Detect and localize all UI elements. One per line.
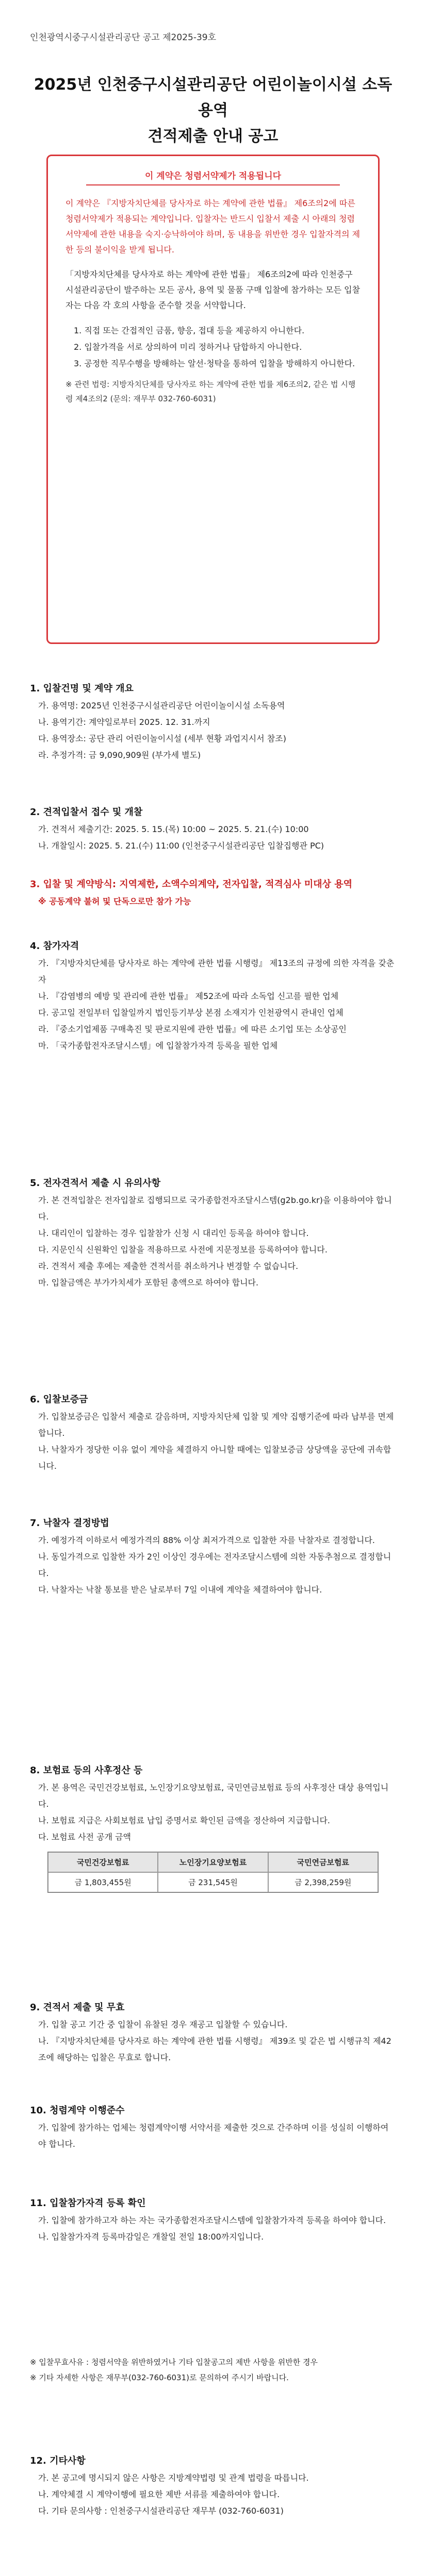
section-8: [30, 1762, 396, 1899]
section-title: 3. 입찰 및 계약방식: 지역제한, 소액수의계약, 전자입찰, 적격심사 미대상 용역: [30, 879, 353, 890]
section-line: 가. 입찰에 참가하고자 하는 자는 국가종합전자조달시스템에 입찰참가자격 등록을 하여야 합니다.: [38, 2215, 386, 2225]
note-line: ※ 입찰무효사유 : 청렴서약을 위반하였거나 기타 입찰공고의 제반 사항을 위반한 경우: [30, 2358, 318, 2367]
section-line: 마. 입찰금액은 부가가치세가 포함된 총액으로 하여야 합니다.: [38, 1278, 259, 1287]
section-line: 가. 『지방자치단체를 당사자로 하는 계약에 관한 법률 시행령』 제13조의 규정에 의한 자격을 갖춘 자: [38, 958, 395, 985]
section-line: 가. 입찰보증금은 입찰서 제출로 갈음하며, 지방자치단체 입찰 및 계약 집행기준에 따라 납부를 면제합니다.: [38, 1412, 394, 1438]
insurance-table: [47, 1852, 379, 1893]
section-line: 나. 용역기간: 계약일로부터 2025. 12. 31.까지: [38, 717, 210, 727]
heading-underline: [86, 184, 340, 185]
title-line-2: 견적제출 안내 공고: [148, 127, 278, 145]
section-line: 나. 낙찰자가 정당한 이유 없이 계약을 체결하지 아니할 때에는 입찰보증금 상당액을 공단에 귀속합니다.: [38, 1445, 391, 1471]
section-line: 가. 용역명: 2025년 인천중구시설관리공단 어린이놀이시설 소독용역: [38, 701, 285, 710]
notice-reference: ※ 관련 법령: 지방자치단체를 당사자로 하는 계약에 관한 법률 제6조의2, 같은 법 시행령 제4조의2 (문의: 재무부 032-760-6031): [65, 380, 356, 403]
title-line-1: 2025년 인천중구시설관리공단 어린이놀이시설 소독용역: [34, 76, 392, 120]
section-title: 8. 보험료 등의 사후정산 등: [30, 1765, 143, 1776]
section-11: [30, 2195, 396, 2245]
section-title: 2. 견적입찰서 접수 및 개찰: [30, 807, 143, 818]
section-line: 라. 추정가격: 금 9,090,909원 (부가세 별도): [38, 750, 201, 760]
notice-items: [65, 323, 361, 372]
section-line: 다. 지문인식 신원확인 입찰을 적용하므로 사전에 지문정보를 등록하여야 합니다.: [38, 1245, 327, 1255]
section-line: 나. 『지방자치단체를 당사자로 하는 계약에 관한 법률 시행령』 제39조 및 같은 법 시행규칙 제42조에 해당하는 입찰은 무효로 합니다.: [38, 2036, 391, 2062]
section-line: 나. 보험료 지급은 사회보험료 납입 증명서로 확인된 금액을 정산하여 지급합니다.: [38, 1816, 330, 1825]
section-line: 다. 용역장소: 공단 관리 어린이놀이시설 (세부 현황 과업지시서 참조): [38, 734, 286, 743]
section-line: 다. 기타 문의사항 : 인천중구시설관리공단 재무부 (032-760-6031): [38, 2506, 284, 2516]
section-title: 6. 입찰보증금: [30, 1394, 88, 1405]
section-title: 10. 청렴계약 이행준수: [30, 2105, 125, 2116]
section-line: 라. 견적서 제출 후에는 제출한 견적서를 취소하거나 변경할 수 없습니다.: [38, 1261, 299, 1271]
section-line: 다. 낙찰자는 낙찰 통보를 받은 날로부터 7일 이내에 계약을 체결하여야 합니다.: [38, 1585, 322, 1595]
section-6: [30, 1391, 396, 1475]
section-title: 7. 낙찰자 결정방법: [30, 1518, 109, 1529]
section-3: [30, 876, 396, 910]
section-line: 가. 예정가격 이하로서 예정가격의 88% 이상 최저가격으로 입찰한 자를 낙찰자로 결정합니다.: [38, 1535, 375, 1545]
table-header-cell: 노인장기요양보험료: [158, 1852, 268, 1872]
document-title: [30, 72, 396, 149]
section-1: [30, 680, 396, 764]
section-line: 나. 『감염병의 예방 및 관리에 관한 법률』 제52조에 따라 소독업 신고를 필한 업체: [38, 991, 339, 1001]
section-7: [30, 1515, 396, 1598]
note-line: ※ 기타 자세한 사항은 재무부(032-760-6031)로 문의하여 주시기 바랍니다.: [30, 2373, 289, 2382]
section-5: [30, 1175, 396, 1291]
table-cell: 금 2,398,259원: [268, 1872, 378, 1892]
section-title: 4. 참가자격: [30, 941, 79, 952]
table-cell: 금 231,545원: [158, 1872, 268, 1892]
notes-block: [30, 2354, 396, 2385]
table-header-cell: 국민연금보험료: [268, 1852, 378, 1872]
section-line: 나. 대리인이 입찰하는 경우 입찰참가 신청 시 대리인 등록을 하여야 합니다.: [38, 1228, 309, 1238]
section-line: 다. 공고일 전일부터 입찰일까지 법인등기부상 본점 소재지가 인천광역시 관내인 업체: [38, 1008, 343, 1018]
section-line: 가. 입찰에 참가하는 업체는 청렴계약이행 서약서를 제출한 것으로 간주하며 이를 성실히 이행하여야 합니다.: [38, 2123, 389, 2149]
section-line: 나. 계약체결 시 계약이행에 필요한 제반 서류를 제출하여야 합니다.: [38, 2489, 280, 2499]
notice-item: 1. 직접 또는 간접적인 금품, 향응, 접대 등을 제공하지 아니한다.: [74, 326, 305, 335]
integrity-pledge-notice-box: [46, 155, 380, 644]
section-line: 나. 개찰일시: 2025. 5. 21.(수) 11:00 (인천중구시설관리공단 입찰집행관 PC): [38, 841, 324, 851]
section-4: [30, 938, 396, 1054]
section-line: 가. 견적서 제출기간: 2025. 5. 15.(목) 10:00 ~ 2025. 5. 21.(수) 10:00: [38, 824, 309, 834]
section-title: 11. 입찰참가자격 등록 확인: [30, 2198, 146, 2209]
section-10: [30, 2102, 396, 2153]
notice-heading: 이 계약은 청렴서약제가 적용됩니다: [65, 168, 361, 185]
notice-paragraph-2: 「지방자치단체를 당사자로 하는 계약에 관한 법률」 제6조의2에 따라 인천중구시설관리공단이 발주하는 모든 공사, 용역 및 물품 구매 입찰에 참가하는 모든 입찰자는 다음 각 호의 사항을 준수할 것을 서약합니다.: [65, 269, 361, 310]
section-title: 1. 입찰건명 및 계약 개요: [30, 683, 134, 694]
section-title: 9. 견적서 제출 및 무효: [30, 2002, 125, 2013]
section-line: 나. 입찰참가자격 등록마감일은 개찰일 전일 18:00까지입니다.: [38, 2232, 264, 2242]
section-9: [30, 1999, 396, 2066]
notice-reference-number: 인천광역시중구시설관리공단 공고 제2025-39호: [30, 32, 217, 43]
section-line: 가. 입찰 공고 기간 중 입찰이 유찰된 경우 재공고 입찰할 수 있습니다.: [38, 2020, 288, 2029]
table-cell: 금 1,803,455원: [48, 1872, 158, 1892]
notice-item: 3. 공정한 직무수행을 방해하는 알선·청탁을 통하여 입찰을 방해하지 아니한다.: [74, 359, 355, 368]
section-2: [30, 804, 396, 854]
section-line: 다. 보험료 사전 공개 금액: [38, 1832, 131, 1842]
table-header-cell: 국민건강보험료: [48, 1852, 158, 1872]
section-line: ※ 공동계약 불허 및 단독으로만 참가 가능: [38, 896, 191, 906]
section-line: 가. 본 용역은 국민건강보험료, 노인장기요양보험료, 국민연금보험료 등의 사후정산 대상 용역입니다.: [38, 1783, 389, 1809]
section-line: 가. 본 공고에 명시되지 않은 사항은 지방계약법령 및 관계 법령을 따릅니다.: [38, 2473, 309, 2483]
notice-paragraph-1: 이 계약은 『지방자치단체를 당사자로 하는 계약에 관한 법률』 제6조의2에 따른 청렴서약제가 적용되는 계약입니다. 입찰자는 반드시 입찰서 제출 시 아래의 청렴서약제에 관한 내용을 숙지·승낙하여야 하며, 동 내용을 위반한 경우 입찰자격의 제한 등의 불이익을 받게 됩니다.: [65, 198, 361, 255]
section-line: 나. 동일가격으로 입찰한 자가 2인 이상인 경우에는 전자조달시스템에 의한 자동추첨으로 결정합니다.: [38, 1552, 391, 1578]
section-line: 라. 『중소기업제품 구매촉진 및 판로지원에 관한 법률』에 따른 소기업 또는 소상공인: [38, 1024, 347, 1034]
section-line: 마. 「국가종합전자조달시스템」에 입찰참가자격 등록을 필한 업체: [38, 1041, 278, 1050]
section-title: 5. 전자견적서 제출 시 유의사항: [30, 1178, 161, 1189]
section-title: 12. 기타사항: [30, 2455, 86, 2466]
notice-item: 2. 입찰가격을 서로 상의하여 미리 정하거나 담합하지 아니한다.: [74, 342, 302, 352]
section-line: 가. 본 견적입찰은 전자입찰로 집행되므로 국가종합전자조달시스템(g2b.go.kr)을 이용하여야 합니다.: [38, 1195, 392, 1222]
section-12: [30, 2452, 396, 2519]
